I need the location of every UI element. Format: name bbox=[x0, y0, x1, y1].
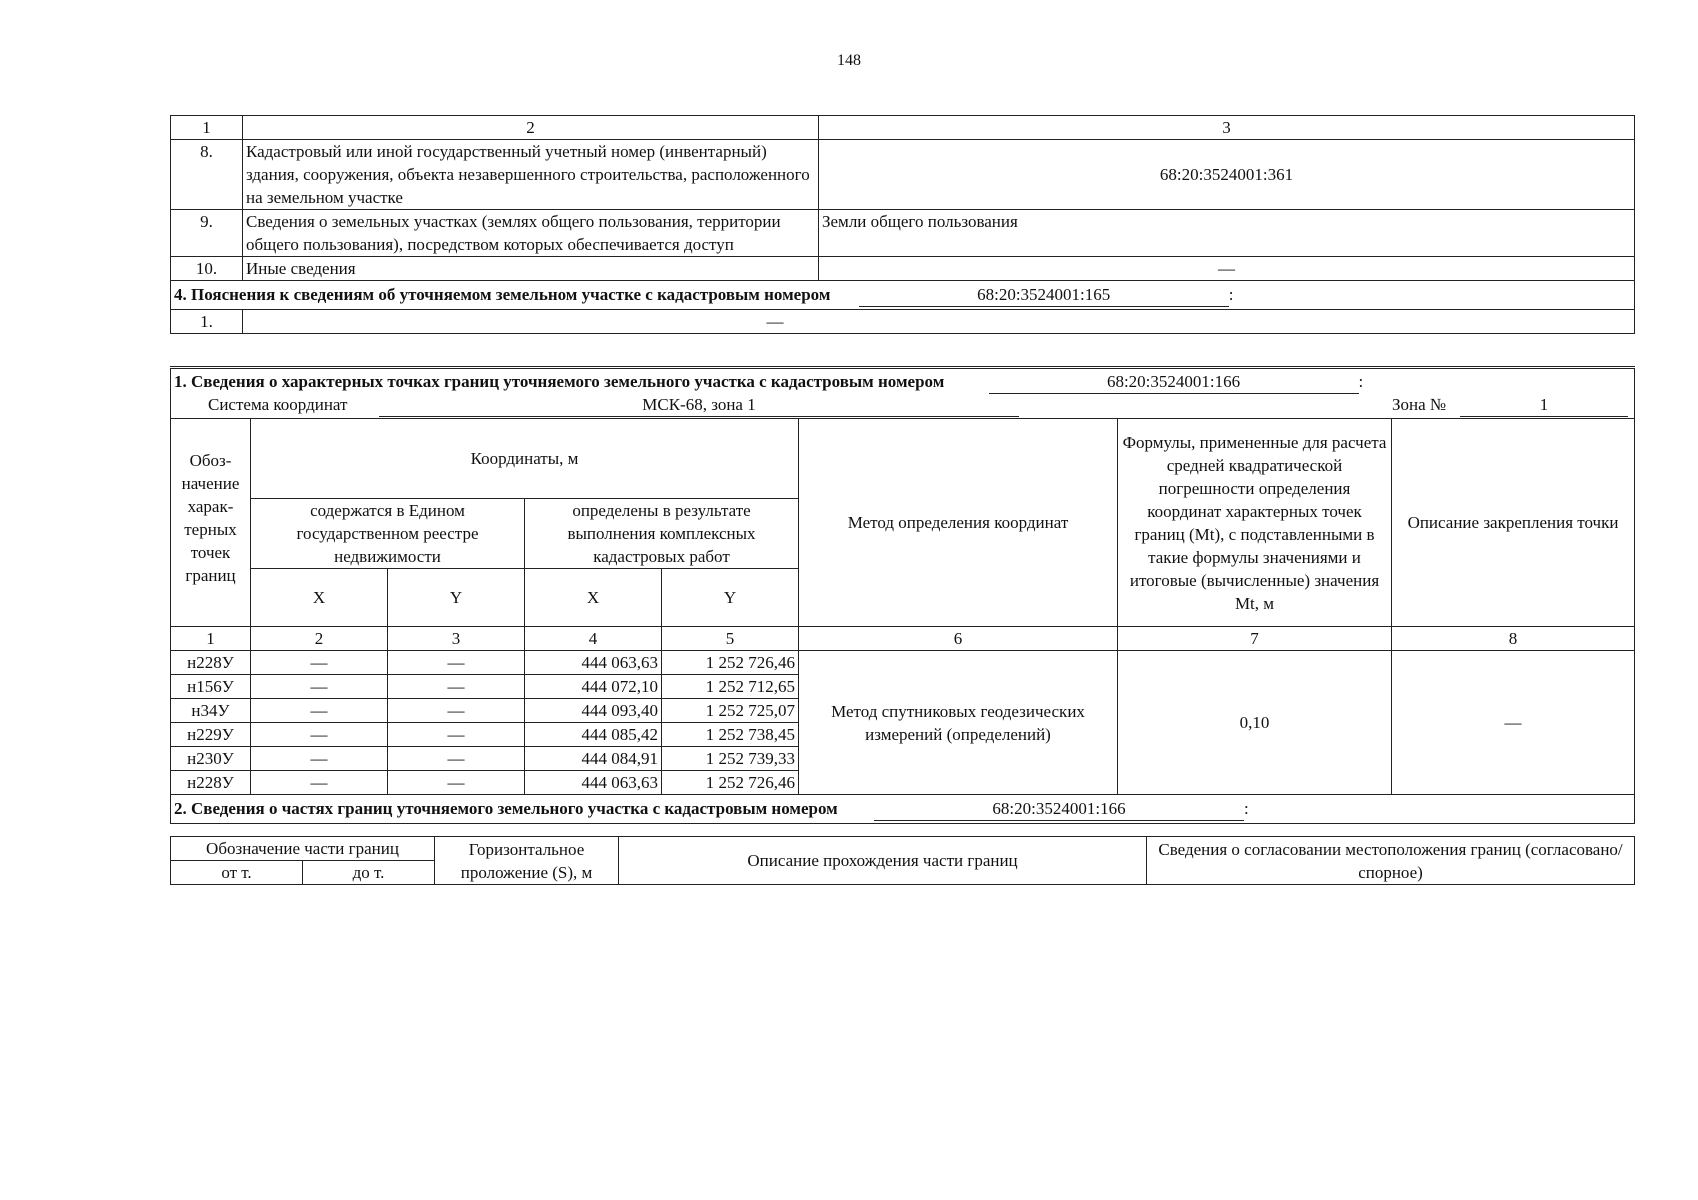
col-number-row bbox=[171, 627, 1635, 651]
header-y: Y bbox=[662, 569, 799, 627]
point-y: 1 252 739,33 bbox=[662, 747, 799, 771]
header-part-designation: Обозначение части границ bbox=[171, 837, 435, 861]
table-row bbox=[171, 257, 1635, 281]
header-to-point: до т. bbox=[303, 861, 435, 885]
point-x: 444 063,63 bbox=[525, 771, 662, 795]
header-part-description: Описание прохождения части границ bbox=[619, 837, 1147, 885]
fixing-description-cell: — bbox=[1392, 651, 1635, 795]
header-x: X bbox=[251, 569, 388, 627]
section2-title: 2. Сведения о частях границ уточняемого земельного участка с кадастровым номером bbox=[174, 799, 838, 818]
point-x: 444 085,42 bbox=[525, 723, 662, 747]
row-number: 9. bbox=[171, 210, 243, 257]
header-from-point: от т. bbox=[171, 861, 303, 885]
method-cell: Метод спутниковых геодезических измерений (определений) bbox=[799, 651, 1118, 795]
point-x: 444 093,40 bbox=[525, 699, 662, 723]
section4-title: 4. Пояснения к сведениям об уточняемом земельном участке с кадастровым номером bbox=[174, 285, 831, 304]
point-y: 1 252 712,65 bbox=[662, 675, 799, 699]
point-y: 1 252 726,46 bbox=[662, 651, 799, 675]
point-y: 1 252 738,45 bbox=[662, 723, 799, 747]
point-x: 444 072,10 bbox=[525, 675, 662, 699]
row-number: 1. bbox=[171, 310, 243, 334]
section2-cadastral-number: 68:20:3524001:166 bbox=[874, 797, 1244, 821]
point-id: н228У bbox=[171, 771, 251, 795]
section1-header bbox=[171, 368, 1635, 419]
col-number: 3 bbox=[819, 116, 1635, 140]
points-table bbox=[170, 366, 1635, 824]
coord-system-label: Система координат bbox=[208, 395, 348, 414]
point-id: н228У bbox=[171, 651, 251, 675]
point-x: 444 084,91 bbox=[525, 747, 662, 771]
col-number: 7 bbox=[1118, 627, 1392, 651]
point-y: 1 252 726,46 bbox=[662, 771, 799, 795]
point-y-egrn: — bbox=[388, 699, 525, 723]
row-label: Иные сведения bbox=[243, 257, 819, 281]
col-number: 3 bbox=[388, 627, 525, 651]
table-row bbox=[171, 651, 1635, 675]
point-x-egrn: — bbox=[251, 723, 388, 747]
point-x-egrn: — bbox=[251, 771, 388, 795]
table-row bbox=[171, 140, 1635, 210]
boundary-parts-table bbox=[170, 836, 1635, 885]
row-value: — bbox=[243, 310, 1635, 334]
page-number: 148 bbox=[837, 52, 861, 69]
header-y: Y bbox=[388, 569, 525, 627]
header-description: Описание закрепления точки bbox=[1392, 419, 1635, 627]
section2-suffix: : bbox=[1244, 799, 1249, 818]
section4-suffix: : bbox=[1228, 285, 1234, 304]
col-number: 2 bbox=[243, 116, 819, 140]
col-number: 2 bbox=[251, 627, 388, 651]
header-egrn: содержатся в Едином государственном реестре недвижимости bbox=[251, 499, 525, 569]
row-number: 10. bbox=[171, 257, 243, 281]
header-agreement: Сведения о согласовании местоположения границ (согласовано/спорное) bbox=[1147, 837, 1635, 885]
point-x-egrn: — bbox=[251, 675, 388, 699]
table-row bbox=[171, 310, 1635, 334]
row-label: Кадастровый или иной государственный учетный номер (инвентарный) здания, сооружения, объекта незавершенного строительства, расположенного на земельном участке bbox=[243, 140, 819, 210]
row-value: — bbox=[819, 257, 1635, 281]
header-designation: Обоз-начение харак-терных точек границ bbox=[171, 419, 251, 627]
mt-cell: 0,10 bbox=[1118, 651, 1392, 795]
header-horizontal-distance: Горизонтальное проложение (S), м bbox=[435, 837, 619, 885]
row-value: Земли общего пользования bbox=[819, 210, 1635, 257]
point-y-egrn: — bbox=[388, 747, 525, 771]
row-number: 8. bbox=[171, 140, 243, 210]
header-kkr: определены в результате выполнения комплексных кадастровых работ bbox=[525, 499, 799, 569]
coord-system-value: МСК-68, зона 1 bbox=[379, 394, 1019, 417]
section4-cadastral-number: 68:20:3524001:165 bbox=[859, 283, 1229, 307]
col-number: 5 bbox=[662, 627, 799, 651]
point-x-egrn: — bbox=[251, 699, 388, 723]
point-y: 1 252 725,07 bbox=[662, 699, 799, 723]
section4-header bbox=[171, 281, 1635, 310]
section1-cadastral-number: 68:20:3524001:166 bbox=[989, 371, 1359, 394]
point-id: н156У bbox=[171, 675, 251, 699]
info-table bbox=[170, 115, 1635, 334]
col-number: 1 bbox=[171, 627, 251, 651]
point-x: 444 063,63 bbox=[525, 651, 662, 675]
row-value: 68:20:3524001:361 bbox=[819, 140, 1635, 210]
col-number: 6 bbox=[799, 627, 1118, 651]
point-id: н229У bbox=[171, 723, 251, 747]
header-x: X bbox=[525, 569, 662, 627]
col-number-row bbox=[171, 116, 1635, 140]
point-id: н230У bbox=[171, 747, 251, 771]
col-number: 1 bbox=[171, 116, 243, 140]
point-y-egrn: — bbox=[388, 651, 525, 675]
section1-title: 1. Сведения о характерных точках границ уточняемого земельного участка с кадастровым номером bbox=[174, 372, 945, 391]
point-x-egrn: — bbox=[251, 747, 388, 771]
point-y-egrn: — bbox=[388, 723, 525, 747]
point-y-egrn: — bbox=[388, 675, 525, 699]
section1-suffix: : bbox=[1358, 372, 1364, 391]
zone-label: Зона № bbox=[1392, 395, 1447, 414]
point-id: н34У bbox=[171, 699, 251, 723]
table-row bbox=[171, 210, 1635, 257]
header-formula: Формулы, примененные для расчета средней квадратической погрешности определения координат характерных точек границ (Mt), с подставленными в такие формулы значениями и итоговые (вычисленные) значения Mt, м bbox=[1118, 419, 1392, 627]
header-method: Метод определения координат bbox=[799, 419, 1118, 627]
section2-header bbox=[171, 795, 1635, 824]
header-coordinates: Координаты, м bbox=[251, 419, 799, 499]
zone-value: 1 bbox=[1460, 394, 1628, 417]
col-number: 4 bbox=[525, 627, 662, 651]
point-x-egrn: — bbox=[251, 651, 388, 675]
point-y-egrn: — bbox=[388, 771, 525, 795]
col-number: 8 bbox=[1392, 627, 1635, 651]
row-label: Сведения о земельных участках (землях общего пользования, территории общего пользования), посредством которых обеспечивается доступ bbox=[243, 210, 819, 257]
